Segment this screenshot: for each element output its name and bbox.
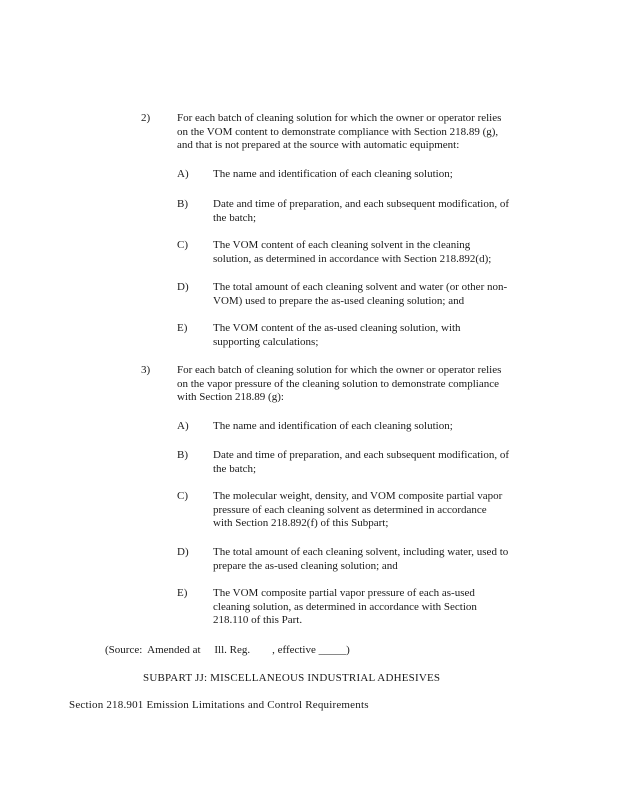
item-3d-label: D) bbox=[177, 546, 189, 558]
item-2-label: 2) bbox=[141, 112, 151, 124]
item-3-text: For each batch of cleaning solution for which the owner or operator relies on the vapor pressure of the cleaning solution to demonstrate compliance with Section 218.89 (g): bbox=[177, 364, 502, 403]
item-3c-text: The molecular weight, density, and VOM composite partial vapor pressure of each cleaning solvent as determined in accordance with Section 218.892(f) of this Subpart; bbox=[213, 490, 503, 529]
item-2a-label: A) bbox=[177, 168, 189, 180]
item-3e-text: The VOM composite partial vapor pressure of each as-used cleaning solution, as determined in accordance with Section 218.110 of this Part. bbox=[213, 587, 477, 626]
item-3b-text: Date and time of preparation, and each subsequent modification, of the batch; bbox=[213, 449, 509, 475]
item-2e-label: E) bbox=[177, 322, 188, 334]
section-heading: Section 218.901 Emission Limitations and Control Requirements bbox=[69, 699, 369, 711]
item-2e-text: The VOM content of the as-used cleaning solution, with supporting calculations; bbox=[213, 322, 461, 348]
item-3-label: 3) bbox=[141, 364, 151, 376]
item-2d-text: The total amount of each cleaning solvent and water (or other non- VOM) used to prepare the as-used cleaning solution; and bbox=[213, 281, 508, 307]
item-3c-label: C) bbox=[177, 490, 188, 502]
item-3b-label: B) bbox=[177, 449, 188, 461]
item-2c-label: C) bbox=[177, 239, 188, 251]
item-2a-text: The name and identification of each cleaning solution; bbox=[213, 168, 453, 180]
item-2b-label: B) bbox=[177, 198, 188, 210]
item-3d-text: The total amount of each cleaning solvent, including water, used to prepare the as-used cleaning solution; and bbox=[213, 546, 509, 572]
item-2c-text: The VOM content of each cleaning solvent in the cleaning solution, as determined in accordance with Section 218.892(d); bbox=[213, 239, 492, 265]
item-3a-text: The name and identification of each cleaning solution; bbox=[213, 420, 453, 432]
subpart-heading: SUBPART JJ: MISCELLANEOUS INDUSTRIAL ADHESIVES bbox=[143, 672, 441, 684]
item-2b-text: Date and time of preparation, and each subsequent modification, of the batch; bbox=[213, 198, 509, 224]
item-2-text: For each batch of cleaning solution for which the owner or operator relies on the VOM content to demonstrate compliance with Section 218.89 (g), and that is not prepared at the source with automatic equipment: bbox=[177, 112, 502, 151]
item-3e-label: E) bbox=[177, 587, 188, 599]
item-3a-label: A) bbox=[177, 420, 189, 432]
item-2d-label: D) bbox=[177, 281, 189, 293]
source-note: (Source: Amended at Ill. Reg. , effective _____) bbox=[105, 644, 350, 656]
